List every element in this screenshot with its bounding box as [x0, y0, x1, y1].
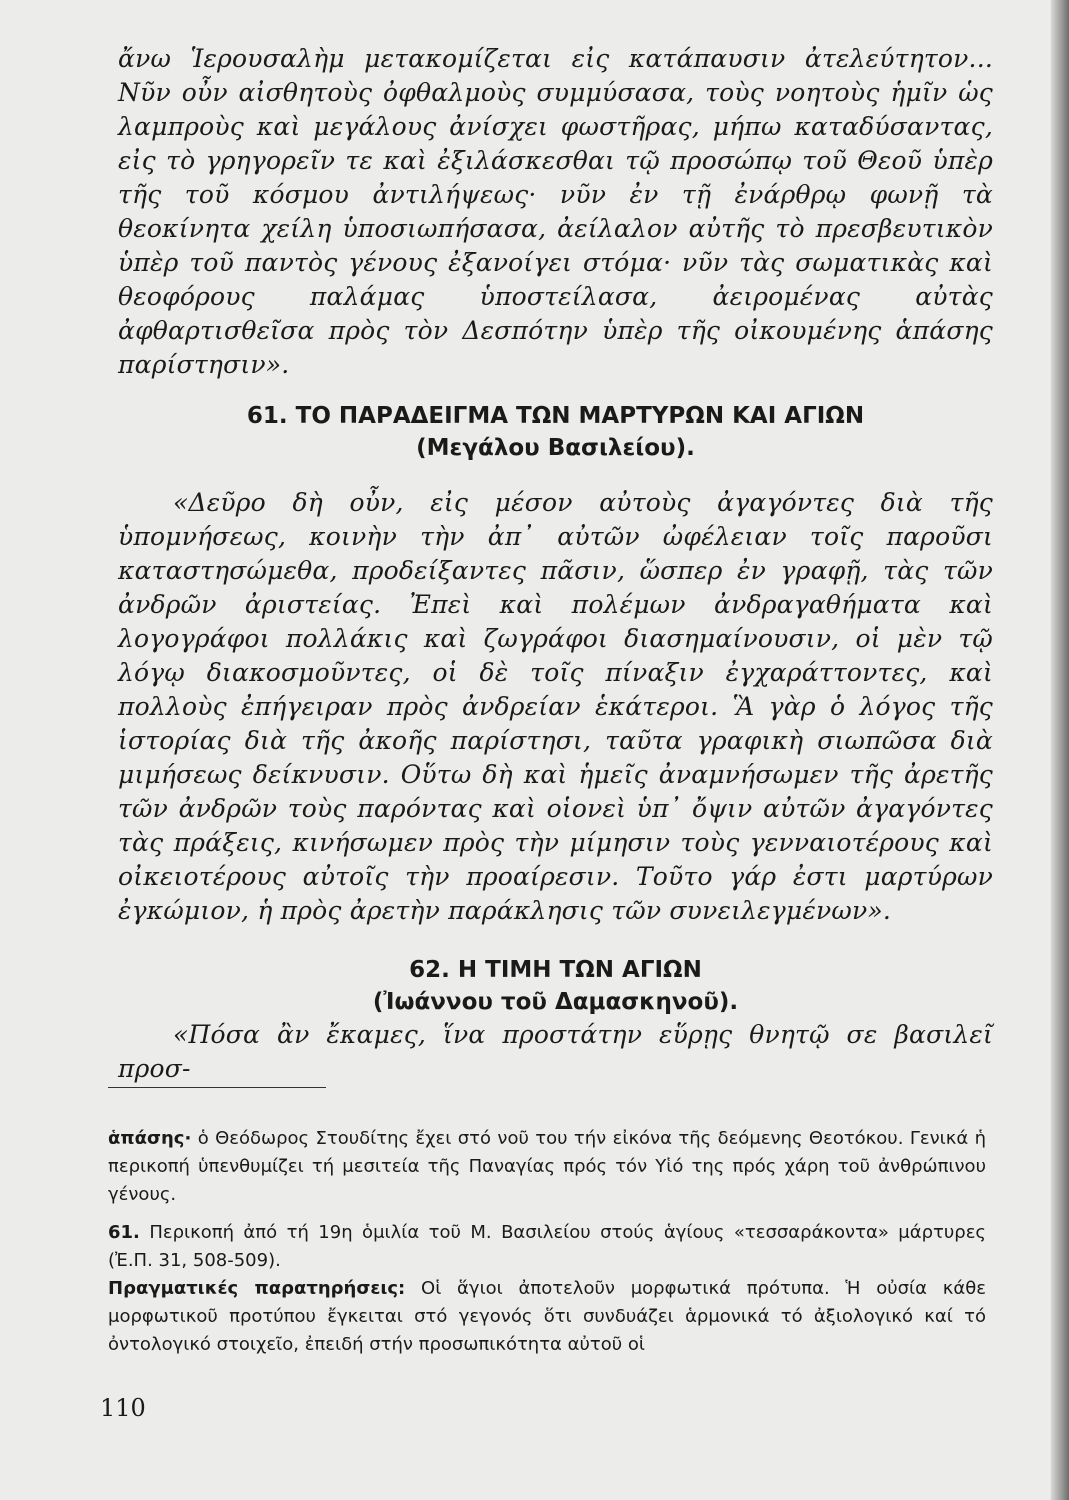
section-61-text: «Δεῦρο δὴ οὖν, εἰς μέσον αὐτοὺς ἀγαγόντες διὰ τῆς ὑπομνήσεως, κοινὴν τὴν ἀπ᾿ αὐτῶν ὠφέλειαν τοῖς παροῦσι καταστησώμεθα, προδείξαντες πᾶσιν, ὥσπερ ἐν γραφῇ, τὰς τῶν ἀνδρῶν ἀριστείας. Ἐπεὶ καὶ πολέμων ἀνδραγαθήματα καὶ λογογράφοι πολλάκις καὶ ζωγράφοι διασημαίνουσιν, οἱ μὲν τῷ λόγῳ διακοσμοῦντες, οἱ δὲ τοῖς πίναξιν ἐγχαράττοντες, καὶ πολλοὺς ἐπήγειραν πρὸς ἀνδρείαν ἑκάτεροι. Ἃ γὰρ ὁ λόγος τῆς ἱστορίας διὰ τῆς ἀκοῆς παρίστησι, ταῦτα γραφικὴ σιωπῶσα διὰ μιμήσεως δείκνυσιν. Οὕτω δὴ καὶ ἡμεῖς ἀναμνήσωμεν τῆς ἀρετῆς τῶν ἀνδρῶν τοὺς παρόντας καὶ οἱονεὶ ὑπ᾿ ὄψιν αὐτῶν ἀγαγόντες τὰς πράξεις, κινήσωμεν πρὸς τὴν μίμησιν τοὺς γενναιοτέρους καὶ οἰκειοτέρους αὐτοῖς τὴν προαίρεσιν. Τοῦτο γάρ ἐστι μαρτύρων ἐγκώμιον, ἡ πρὸς ἀρετὴν παράκλησις τῶν συνειλεγμένων». — [118, 488, 993, 925]
section-61-title: 61. ΤΟ ΠΑΡΑΔΕΙΓΜΑ ΤΩΝ ΜΑΡΤΥΡΩΝ ΚΑΙ ΑΓΙΩΝ — [246, 403, 865, 429]
footnote-divider — [108, 1087, 326, 1088]
paragraph-continuation: ἄνω Ἱερουσαλὴμ μετακομίζεται εἰς κατάπαυσιν ἀτελεύτητον... Νῦν οὖν αἰσθητοὺς ὀφθαλμοὺς συμμύσασα, τοὺς νοητοὺς ἡμῖν ὡς λαμπροὺς καὶ μεγάλους ἀνίσχει φωστῆρας, μήπω καταδύσαντας, εἰς τὸ γρηγορεῖν τε καὶ ἐξιλάσκεσθαι τῷ προσώπῳ τοῦ Θεοῦ ὑπὲρ τῆς τοῦ κόσμου ἀντιλήψεως· νῦν ἐν τῇ ἐνάρθρῳ φωνῇ τὰ θεοκίνητα χείλη ὑποσιωπήσασα, ἀείλαλον αὐτῆς τὸ πρεσβευτικὸν ὑπὲρ τοῦ παντὸς γένους ἐξανοίγει στόμα· νῦν τὰς σωματικὰς καὶ θεοφόρους παλάμας ὑποστείλασα, ἀειρομένας αὐτὰς ἀφθαρτισθεῖσα πρὸς τὸν Δεσπότην ὑπὲρ τῆς οἰκουμένης ἁπάσης παρίστησιν». — [118, 44, 993, 379]
footnote-2-text: Περικοπή ἀπό τή 19η ὁμιλία τοῦ Μ. Βασιλείου στούς ἁγίους «τεσσαράκοντα» μάρτυρες (Ἐ.Π. 31, 508-509). — [108, 1222, 986, 1271]
section-61-subtitle: (Μεγάλου Βασιλείου). — [416, 435, 695, 461]
section-62-title: 62. Η ΤΙΜΗ ΤΩΝ ΑΓΙΩΝ — [409, 957, 702, 983]
footnote-1-term: ἁπάσης· — [108, 1128, 192, 1149]
footnote-3-term: Πραγματικές παρατηρήσεις: — [108, 1278, 406, 1299]
footnote-1 — [108, 1125, 986, 1209]
page-edge-shadow — [1051, 0, 1069, 1500]
footnotes — [108, 1125, 986, 1359]
section-62-text: «Πόσα ἂν ἔκαμες, ἵνα προστάτην εὕρῃς θνητῷ σε βασιλεῖ προσ- — [118, 1020, 993, 1083]
page-number: 110 — [100, 1394, 146, 1422]
footnote-3-text: Οἱ ἅγιοι ἀποτελοῦν μορφωτικά πρότυπα. Ἡ οὐσία κάθε μορφωτικοῦ προτύπου ἔγκειται στό γεγονός ὅτι συνδυάζει ἁρμονικά τό ἀξιολογικό καί τό ὀντολογικό στοιχεῖο, ἐπειδή στήν προσωπικότητα αὐτοῦ οἱ — [108, 1278, 986, 1355]
footnote-2 — [108, 1219, 986, 1275]
section-62-heading — [118, 954, 993, 1018]
footnote-1-text: ὁ Θεόδωρος Στουδίτης ἔχει στό νοῦ του τήν εἰκόνα τῆς δεόμενης Θεοτόκου. Γενικά ἡ περικοπή ὑπενθυμίζει τή μεσιτεία τῆς Παναγίας πρός τόν Υἱό της πρός χάρη τοῦ ἀνθρώπινου γένους. — [108, 1128, 986, 1205]
section-61-heading — [118, 400, 993, 464]
section-62-subtitle: (Ἰωάννου τοῦ Δαμασκηνοῦ). — [372, 989, 739, 1015]
footnote-2-number: 61. — [108, 1222, 140, 1243]
footnote-3 — [108, 1275, 986, 1359]
